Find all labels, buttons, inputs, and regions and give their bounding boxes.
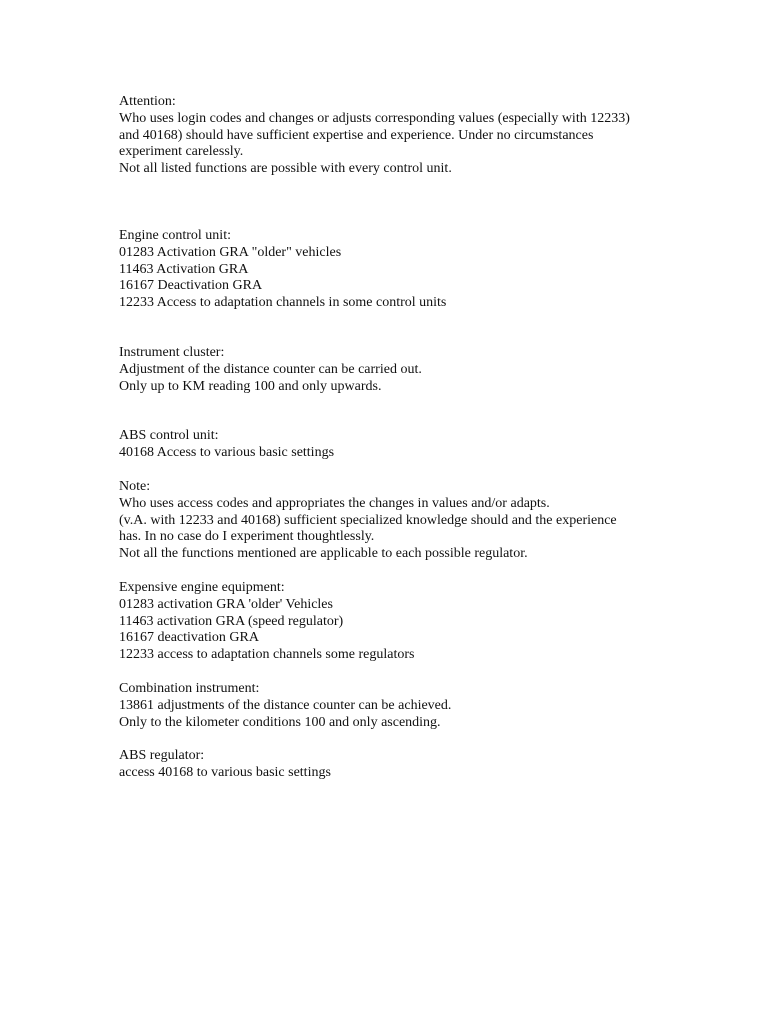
body-line: 16167 deactivation GRA xyxy=(119,630,259,646)
body-line: Not all the functions mentioned are applicable to each possible regulator. xyxy=(119,546,528,562)
section-heading: Combination instrument: xyxy=(119,680,260,696)
engine-control-unit-section xyxy=(119,228,719,312)
spacer xyxy=(119,312,719,345)
body-line: 01283 Activation GRA "older" vehicles xyxy=(119,244,342,260)
body-line: 40168 Access to various basic settings xyxy=(119,445,335,461)
section-heading: Attention: xyxy=(119,94,176,109)
body-line: 16167 Deactivation GRA xyxy=(119,278,263,294)
attention-section xyxy=(119,94,719,178)
body-line: Only to the kilometer conditions 100 and only ascending. xyxy=(119,714,441,730)
body-line: 01283 activation GRA 'older' Vehicles xyxy=(119,596,333,612)
spacer xyxy=(119,731,719,748)
combination-instrument-section xyxy=(119,681,719,731)
body-line: 12233 access to adaptation channels some regulators xyxy=(119,647,415,663)
body-line: Who uses access codes and appropriates the changes in values and/or adapts. xyxy=(119,495,550,511)
abs-control-unit-section xyxy=(119,428,719,462)
section-heading: Engine control unit: xyxy=(119,227,231,243)
expensive-engine-equipment-section xyxy=(119,580,719,664)
spacer xyxy=(119,395,719,428)
section-heading: Note: xyxy=(119,478,151,494)
section-heading: ABS regulator: xyxy=(119,748,205,764)
section-heading: Expensive engine equipment: xyxy=(119,579,285,595)
spacer xyxy=(119,664,719,681)
body-line: Who uses login codes and changes or adjusts corresponding values (especially with 12233) xyxy=(119,110,630,126)
spacer xyxy=(119,178,719,228)
body-line: 12233 Access to adaptation channels in some control units xyxy=(119,295,447,311)
body-line: has. In no case do I experiment thoughtlessly. xyxy=(119,529,375,545)
body-line: Not all listed functions are possible with every control unit. xyxy=(119,161,452,177)
note-section xyxy=(119,479,719,563)
spacer xyxy=(119,563,719,580)
abs-regulator-section xyxy=(119,748,719,782)
body-line: access 40168 to various basic settings xyxy=(119,765,331,781)
spacer xyxy=(119,462,719,479)
body-line: (v.A. with 12233 and 40168) sufficient specialized knowledge should and the experience xyxy=(119,512,617,528)
body-line: Adjustment of the distance counter can be carried out. xyxy=(119,361,422,377)
body-line: 13861 adjustments of the distance counter can be achieved. xyxy=(119,697,452,713)
document-body xyxy=(119,94,719,782)
body-line: 11463 Activation GRA xyxy=(119,261,249,277)
instrument-cluster-section xyxy=(119,345,719,395)
body-line: experiment carelessly. xyxy=(119,144,244,160)
body-line: and 40168) should have sufficient expertise and experience. Under no circumstances xyxy=(119,127,594,143)
body-line: Only up to KM reading 100 and only upwards. xyxy=(119,378,382,394)
section-heading: Instrument cluster: xyxy=(119,344,225,360)
section-heading: ABS control unit: xyxy=(119,428,219,444)
body-line: 11463 activation GRA (speed regulator) xyxy=(119,613,344,629)
